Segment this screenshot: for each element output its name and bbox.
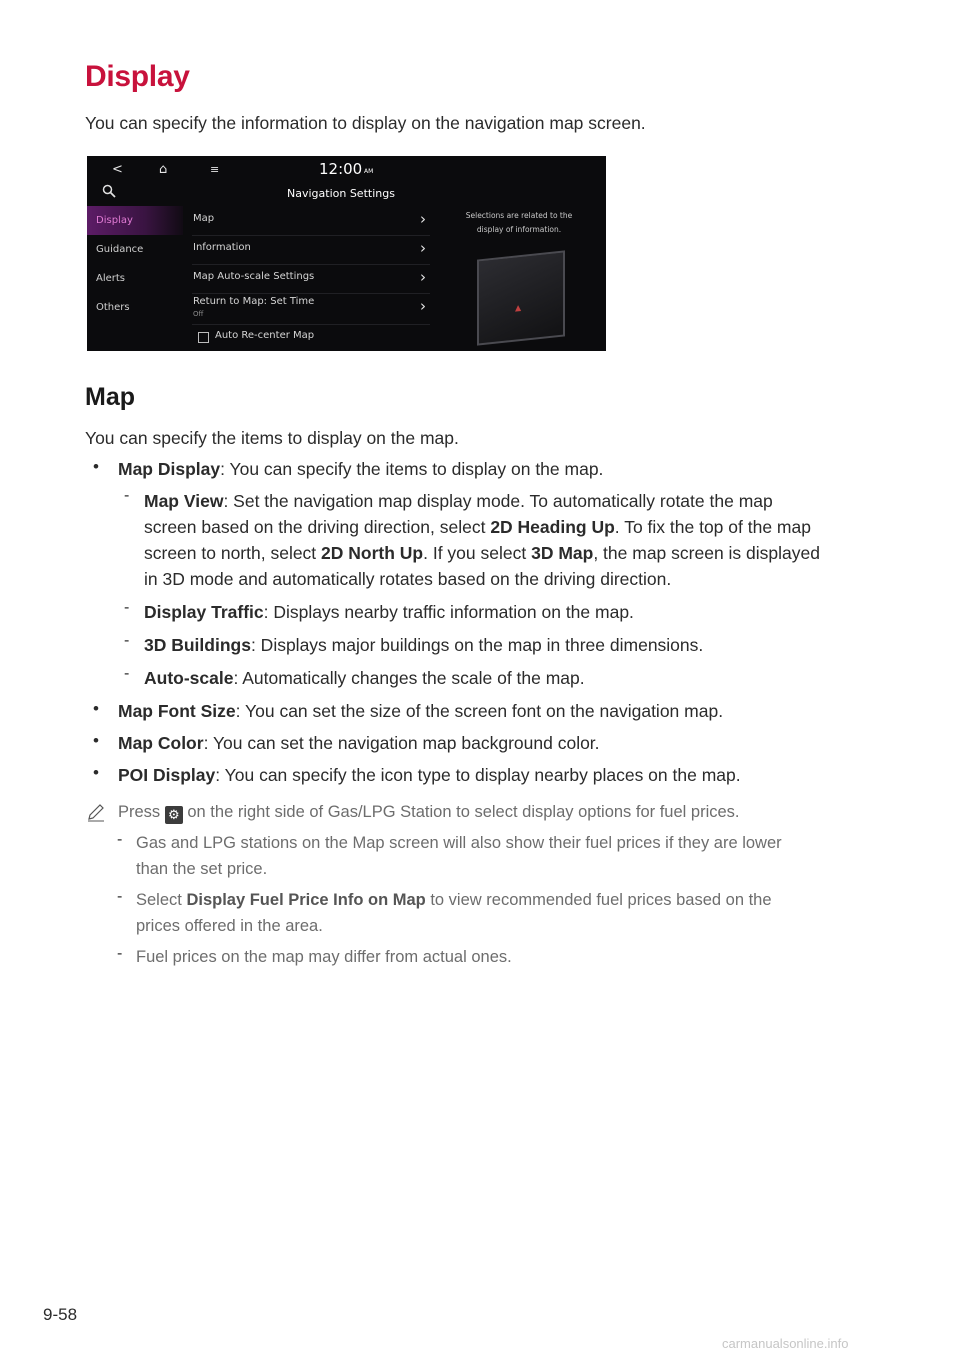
home-icon[interactable]: ⌂ — [159, 162, 168, 177]
bullet-map-display: Map Display: You can specify the items to display on the map. — [118, 459, 604, 479]
bullet-icon: • — [93, 457, 99, 476]
note-sub-item: Gas and LPG stations on the Map screen will also show their fuel prices if they are lower than the set price. — [136, 834, 782, 878]
bullet-map-font-size: Map Font Size: You can set the size of the screen font on the navigation map. — [118, 701, 724, 721]
bullet-icon: • — [93, 699, 99, 718]
chevron-right-icon: › — [420, 210, 426, 228]
chevron-right-icon: › — [420, 268, 426, 286]
sub-item-3d-buildings: 3D Buildings: Displays major buildings on the map in three dimensions. — [144, 635, 704, 655]
section-intro: You can specify the items to display on the map. — [85, 428, 459, 448]
dash-icon: - — [117, 945, 123, 962]
auto-recenter-checkbox[interactable] — [198, 332, 209, 343]
bullet-icon: • — [93, 763, 99, 782]
clock: 12:00 — [319, 160, 363, 178]
chevron-right-icon: › — [420, 239, 426, 257]
preview-hint: Selections are related to the display of information. — [465, 211, 573, 234]
gear-icon: ⚙ — [165, 806, 183, 824]
note-line: Press ⚙ on the right side of Gas/LPG Station to select display options for fuel prices. — [118, 803, 740, 822]
settings-row-auto-scale[interactable] — [192, 264, 430, 294]
location-marker-icon: ▲ — [515, 302, 522, 313]
dash-icon: - — [124, 487, 130, 504]
sub-item-display-traffic: Display Traffic: Displays nearby traffic information on the map. — [144, 602, 634, 622]
row-label: Map — [193, 213, 215, 224]
bullet-icon: • — [93, 731, 99, 750]
tab-guidance[interactable]: Guidance — [96, 244, 144, 255]
checkbox-label: Auto Re-center Map — [215, 330, 315, 341]
dash-icon: - — [117, 888, 123, 905]
note-sub-item: Fuel prices on the map may differ from actual ones. — [136, 948, 512, 966]
note-sub-item: Select Display Fuel Price Info on Map to view recommended fuel prices based on the prices offered in the area. — [136, 891, 772, 935]
navigation-settings-screenshot — [87, 156, 606, 351]
tab-display[interactable]: Display — [87, 206, 183, 235]
intro-text: You can specify the information to display on the navigation map screen. — [85, 113, 646, 133]
back-icon[interactable]: < — [112, 162, 123, 177]
row-value: Off — [193, 310, 204, 318]
sub-item-auto-scale: Auto-scale: Automatically changes the scale of the map. — [144, 668, 585, 688]
sub-item-map-view: Map View: Set the navigation map display mode. To automatically rotate the map screen based on the driving direction, select 2D Heading Up. To fix the top of the map screen to north, select 2D North Up. If you select 3D Map, the map screen is displayed in 3D mode and automatically rotates based on the driving direction. — [144, 491, 820, 589]
search-icon[interactable] — [102, 184, 116, 198]
chevron-right-icon: › — [420, 297, 426, 315]
screen-title: Navigation Settings — [287, 187, 395, 200]
dash-icon: - — [117, 831, 123, 848]
settings-row-information[interactable] — [192, 235, 430, 265]
bullet-poi-display: POI Display: You can specify the icon type to display nearby places on the map. — [118, 765, 741, 785]
dash-icon: - — [124, 632, 130, 649]
row-label: Information — [193, 242, 251, 253]
tab-alerts[interactable]: Alerts — [96, 273, 126, 284]
tab-others[interactable]: Others — [96, 302, 130, 313]
page-title: Display — [85, 60, 190, 93]
clock-ampm: AM — [364, 168, 374, 175]
settings-row-return-to-map[interactable] — [192, 293, 430, 325]
row-label: Return to Map: Set Time — [193, 296, 315, 307]
row-label: Map Auto-scale Settings — [193, 271, 315, 282]
section-title: Map — [85, 383, 135, 411]
note-pencil-icon — [85, 801, 107, 823]
dash-icon: - — [124, 665, 130, 682]
bullet-map-color: Map Color: You can set the navigation map background color. — [118, 733, 600, 753]
page-number: 9-58 — [43, 1305, 78, 1324]
settings-row-map[interactable] — [192, 206, 430, 236]
watermark: carmanualsonline.info — [722, 1336, 849, 1351]
map-preview-image — [477, 250, 565, 345]
dash-icon: - — [124, 599, 130, 616]
menu-icon[interactable]: ≡ — [210, 163, 220, 176]
